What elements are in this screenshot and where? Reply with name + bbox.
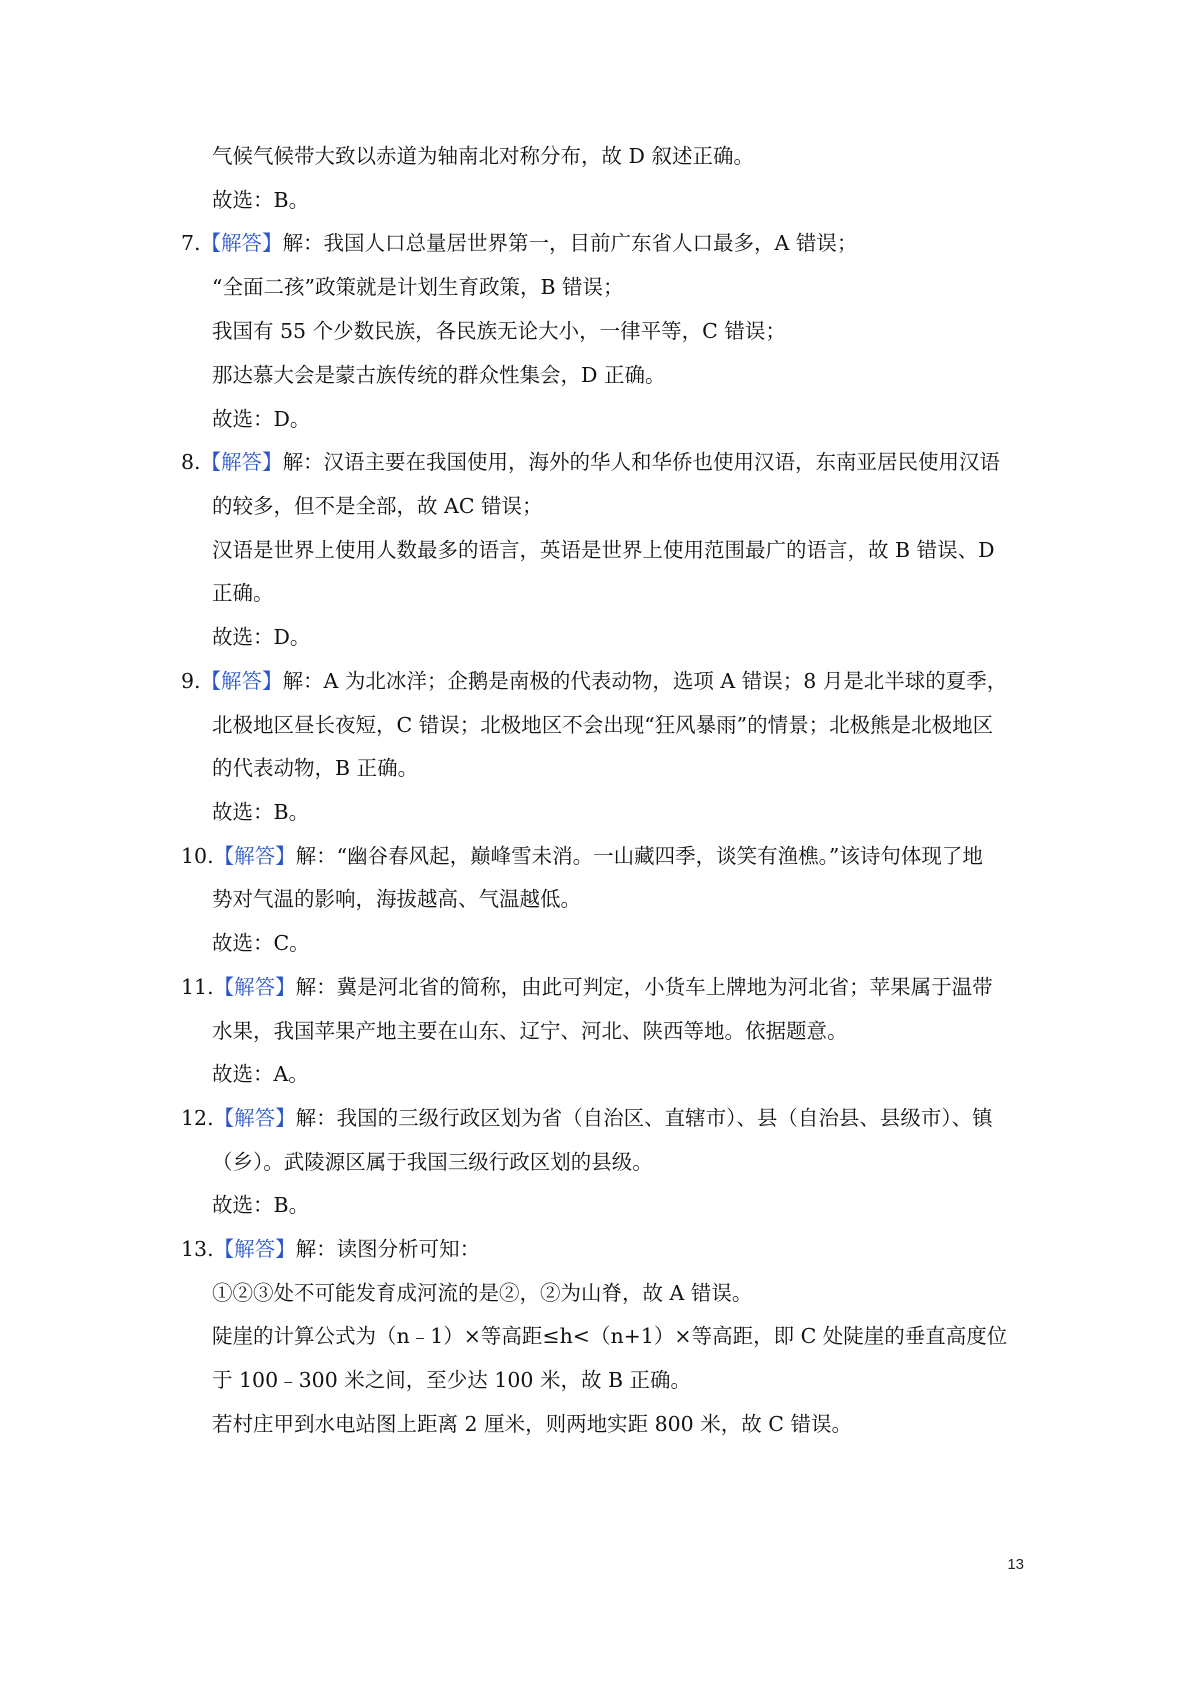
text-line: 故选：B。 bbox=[212, 188, 310, 212]
text-line: 的代表动物，B 正确。 bbox=[212, 756, 419, 780]
item-number: 9. bbox=[181, 669, 201, 693]
text-line: 故选：C。 bbox=[212, 931, 310, 955]
answer-13-line bbox=[181, 1235, 1001, 1263]
text-line: 气候气候带大致以赤道为轴南北对称分布，故 D 叙述正确。 bbox=[212, 144, 754, 168]
answer-8-line bbox=[181, 448, 1001, 476]
text-line: 故选：A。 bbox=[212, 1062, 309, 1086]
text-line: 水果，我国苹果产地主要在山东、辽宁、河北、陕西等地。依据题意。 bbox=[212, 1019, 848, 1043]
text-line: 汉语是世界上使用人数最多的语言，英语是世界上使用范围最广的语言，故 B 错误、D bbox=[212, 538, 995, 562]
text-line: 故选：D。 bbox=[212, 625, 311, 649]
answer-text: 解：我国的三级行政区划为省（自治区、直辖市）、县（自治县、县级市）、镇 bbox=[295, 1106, 993, 1130]
text-line: 我国有 55 个少数民族，各民族无论大小，一律平等，C 错误； bbox=[212, 319, 786, 343]
text-line: “全面二孩”政策就是计划生育政策，B 错误； bbox=[212, 275, 624, 299]
answer-text: 解：“幽谷春风起，巅峰雪未消。一山藏四季，谈笑有渔樵。”该诗句体现了地 bbox=[295, 844, 983, 868]
answer-text: 解：汉语主要在我国使用，海外的华人和华侨也使用汉语，东南亚居民使用汉语 bbox=[282, 450, 1001, 474]
text-line: 故选：B。 bbox=[212, 800, 310, 824]
text-line: 势对气温的影响，海拔越高、气温越低。 bbox=[212, 887, 581, 911]
item-number: 10. bbox=[181, 844, 214, 868]
answer-9-line bbox=[181, 667, 1008, 695]
answer-10-line bbox=[181, 842, 1001, 870]
answer-11-line bbox=[181, 973, 1001, 1001]
answer-text: 解：A 为北冰洋；企鹅是南极的代表动物，选项 A 错误；8 月是北半球的夏季， bbox=[282, 669, 1008, 693]
text-line: 陡崖的计算公式为（n﹣1）×等高距≤h<（n+1）×等高距，即 C 处陡崖的垂直高度位 bbox=[212, 1324, 1008, 1348]
answer-12-line bbox=[181, 1104, 1001, 1132]
item-number: 13. bbox=[181, 1237, 214, 1261]
text-line: ①②③处不可能发育成河流的是②，②为山脊，故 A 错误。 bbox=[212, 1281, 753, 1305]
answer-7-line bbox=[181, 229, 1001, 257]
text-line: 于 100﹣300 米之间，至少达 100 米，故 B 正确。 bbox=[212, 1368, 692, 1392]
item-number: 7. bbox=[181, 231, 201, 255]
text-line: 故选：D。 bbox=[212, 407, 311, 431]
text-line: 正确。 bbox=[212, 581, 274, 605]
text-line: 若村庄甲到水电站图上距离 2 厘米，则两地实距 800 米，故 C 错误。 bbox=[212, 1412, 852, 1436]
item-number: 8. bbox=[181, 450, 201, 474]
answer-text: 解：冀是河北省的简称，由此可判定，小货车上牌地为河北省；苹果属于温带 bbox=[295, 975, 993, 999]
answer-tag: 【解答】 bbox=[213, 1106, 296, 1130]
text-line: 北极地区昼长夜短，C 错误；北极地区不会出现“狂风暴雨”的情景；北极熊是北极地区 bbox=[212, 713, 994, 737]
item-number: 11. bbox=[181, 975, 214, 999]
text-line: 的较多，但不是全部，故 AC 错误； bbox=[212, 494, 543, 518]
answer-tag: 【解答】 bbox=[200, 669, 283, 693]
answer-text: 解：我国人口总量居世界第一，目前广东省人口最多，A 错误； bbox=[282, 231, 858, 255]
answer-tag: 【解答】 bbox=[213, 975, 296, 999]
text-line: （乡）。武陵源区属于我国三级行政区划的县级。 bbox=[212, 1150, 653, 1174]
answer-text: 解：读图分析可知： bbox=[295, 1237, 481, 1261]
text-line: 故选：B。 bbox=[212, 1193, 310, 1217]
answer-tag: 【解答】 bbox=[200, 450, 283, 474]
answer-tag: 【解答】 bbox=[213, 1237, 296, 1261]
item-number: 12. bbox=[181, 1106, 214, 1130]
page-number: 13 bbox=[1007, 1556, 1024, 1573]
answer-tag: 【解答】 bbox=[213, 844, 296, 868]
answer-tag: 【解答】 bbox=[200, 231, 283, 255]
text-line: 那达慕大会是蒙古族传统的群众性集会，D 正确。 bbox=[212, 363, 666, 387]
